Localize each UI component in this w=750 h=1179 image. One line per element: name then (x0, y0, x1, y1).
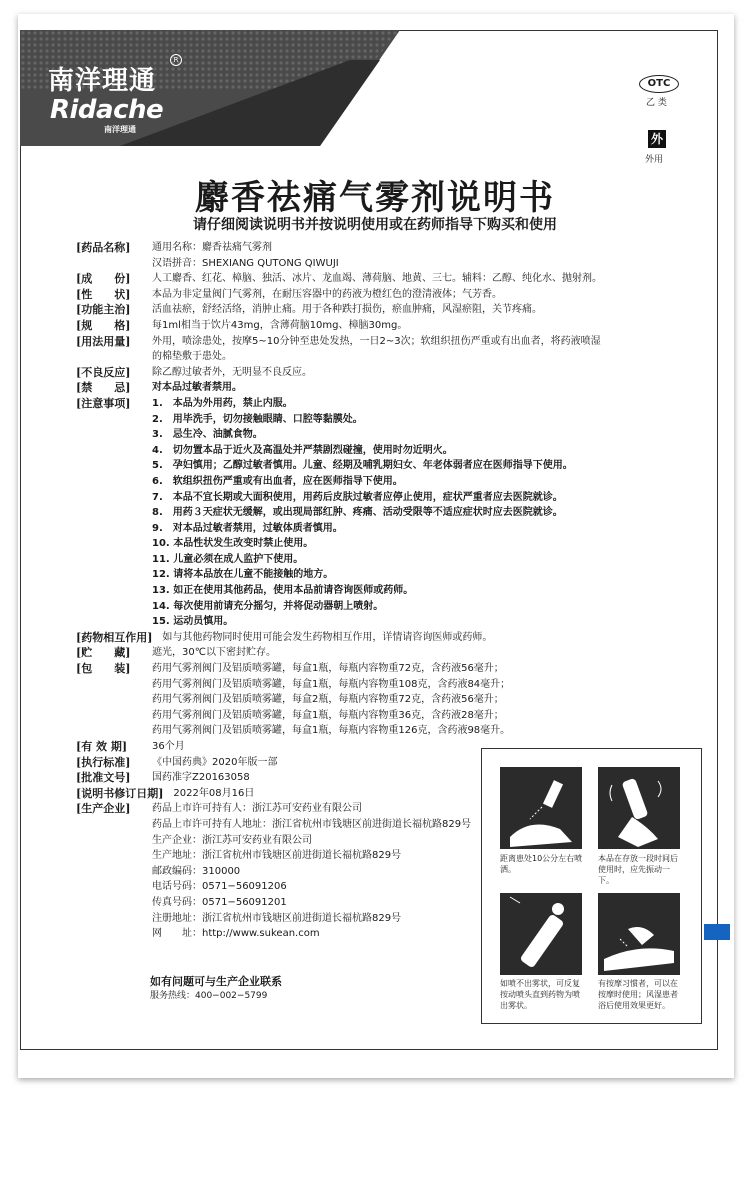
usage-pictogram-panel (481, 748, 702, 1024)
section-line (76, 677, 676, 693)
section-label: [说明书修订日期] (76, 786, 164, 800)
section-line (76, 708, 676, 724)
section-label (76, 677, 152, 693)
section-text: 生产地址：浙江省杭州市钱塘区前进街道长福杭路829号 (152, 850, 402, 862)
section-line (76, 723, 676, 739)
section-label (76, 474, 152, 490)
massage-pictogram (598, 893, 680, 975)
section-label (76, 926, 152, 942)
external-use-badge: 外 (648, 130, 666, 148)
section-text: 《中国药典》2020年版一部 (152, 756, 278, 768)
section-label (76, 879, 152, 895)
section-text: 7. 本品不宜长期或大面积使用，用药后皮肤过敏者应停止使用，症状严重者应去医院就诊。 (152, 491, 563, 503)
section-label (76, 567, 152, 583)
section-text: 11. 儿童必须在成人监护下使用。 (152, 553, 304, 565)
section-label (76, 911, 152, 927)
section-text: 6. 软组织扭伤严重或有出血者，应在医师指导下使用。 (152, 475, 403, 487)
section-line (76, 334, 676, 350)
section-label (76, 614, 152, 630)
section-text: 人工麝香、红花、樟脑、独活、冰片、龙血竭、薄荷脑、地黄、三七。辅料：乙醇、纯化水、抛射剂。 (152, 273, 602, 285)
section-line (76, 396, 676, 412)
section-line (76, 661, 676, 677)
section-text: 药用气雾剂阀门及铝质喷雾罐，每盒2瓶，每瓶内容物重72克，含药液56毫升； (152, 694, 504, 706)
section-label: [药物相互作用] (76, 630, 153, 644)
contact-title: 如有问题可与生产企业联系 (150, 975, 282, 988)
section-label: [贮 藏] (76, 646, 131, 660)
section-line (76, 630, 676, 646)
section-text: 对本品过敏者禁用。 (152, 382, 242, 394)
section-text: 药用气雾剂阀门及铝质喷雾罐，每盒1瓶，每瓶内容物重126克，含药液98毫升。 (152, 725, 511, 737)
section-text: 除乙醇过敏者外，无明显不良反应。 (152, 366, 312, 378)
section-label (76, 458, 152, 474)
section-text: 药品上市许可持有人地址：浙江省杭州市钱塘区前进街道长福杭路829号 (152, 818, 472, 830)
section-label (76, 848, 152, 864)
pictogram-caption: 有按摩习惯者，可以在按摩时使用；风湿患者浴后使用效果更好。 (598, 979, 678, 1010)
section-line (76, 614, 676, 630)
section-text: 10. 本品性状发生改变时禁止使用。 (152, 538, 314, 550)
section-text: 传真号码：0571−56091201 (152, 896, 287, 908)
pictogram-caption: 距离患处10公分左右喷洒。 (500, 854, 583, 874)
section-line (76, 645, 676, 661)
section-line (76, 692, 676, 708)
section-label: [用法用量] (76, 334, 131, 348)
section-text: 遮光，30℃以下密封贮存。 (152, 647, 276, 659)
section-line (76, 567, 676, 583)
section-text: 生产企业：浙江苏可安药业有限公司 (152, 834, 312, 846)
section-label: [不良反应] (76, 365, 131, 379)
section-label (76, 490, 152, 506)
section-text: 电话号码：0571−56091206 (152, 881, 287, 893)
section-text: 如与其他药物同时使用可能会发生药物相互作用，详情请咨询医师或药师。 (152, 631, 493, 643)
section-line (76, 505, 676, 521)
section-line (76, 427, 676, 443)
service-hotline: 服务热线：400−002−5799 (150, 991, 268, 1001)
external-use-label: 外用 (645, 155, 664, 165)
section-text: 9. 对本品过敏者禁用，过敏体质者慎用。 (152, 522, 343, 534)
section-line (76, 412, 676, 428)
section-label (76, 895, 152, 911)
section-label: [规 格] (76, 318, 131, 332)
section-label: [成 份] (76, 272, 131, 286)
section-text: 3. 忌生冷、油腻食物。 (152, 429, 263, 441)
section-text: 1. 本品为外用药，禁止内服。 (152, 397, 293, 409)
section-text: 的棉垫敷于患处。 (152, 351, 232, 363)
pictogram-caption: 如喷不出雾状，可反复按动喷头直到药物为喷出雾状。 (500, 979, 580, 1010)
section-label (76, 817, 152, 833)
section-text: 药品上市许可持有人：浙江苏可安药业有限公司 (152, 803, 362, 815)
section-text: 注册地址：浙江省杭州市钱塘区前进街道长福杭路829号 (152, 912, 402, 924)
section-line (76, 271, 676, 287)
section-line (76, 318, 676, 334)
section-text: 网 址：http://www.sukean.com (152, 928, 320, 940)
section-text: 活血祛瘀，舒经活络，消肿止痛。用于各种跌打损伤，瘀血肿痛，风湿瘀阻，关节疼痛。 (152, 304, 542, 316)
section-line (76, 240, 676, 256)
section-label: [注意事项] (76, 396, 131, 410)
section-text: 药用气雾剂阀门及铝质喷雾罐，每盒1瓶，每瓶内容物重108克，含药液84毫升； (152, 678, 511, 690)
shake-can-pictogram (598, 767, 680, 849)
section-text: 汉语拼音：SHEXIANG QUTONG QIWUJI (152, 257, 339, 269)
section-text: 8. 用药３天症状无缓解，或出现局部红肿、疼痛、活动受限等不适应症状时应去医院就诊。 (152, 507, 563, 519)
section-label (76, 599, 152, 615)
section-text: 2. 用毕洗手，切勿接触眼睛、口腔等黏膜处。 (152, 413, 363, 425)
section-line (76, 349, 676, 365)
section-label: [包 装] (76, 662, 131, 676)
section-label (76, 708, 152, 724)
section-line (76, 552, 676, 568)
brand-name-cn: 南洋理通 (48, 66, 157, 96)
section-label: [执行标准] (76, 755, 131, 769)
section-text: 5. 孕妇慎用；乙醇过敏者慎用。儿童、经期及哺乳期妇女、年老体弱者应在医师指导下使用。 (152, 460, 573, 472)
section-label (76, 833, 152, 849)
section-label: [有 效 期] (76, 740, 128, 753)
section-label (76, 412, 152, 428)
pictogram-caption: 本品在存放一段时间后使用时，应先振动一下。 (598, 854, 678, 885)
section-line (76, 380, 676, 396)
section-text: 13. 如正在使用其他药品，使用本品前请咨询医师或药师。 (152, 585, 414, 597)
section-line (76, 583, 676, 599)
section-label (76, 864, 152, 880)
section-label (76, 552, 152, 568)
section-text: 本品为非定量阀门气雾剂，在耐压容器中的药液为橙红色的澄清液体；气芳香。 (152, 288, 502, 300)
section-text: 12. 请将本品放在儿童不能接触的地方。 (152, 569, 334, 581)
section-line (76, 458, 676, 474)
section-text: 国药准字Z20163058 (152, 772, 250, 784)
section-text: 15. 运动员慎用。 (152, 616, 234, 628)
section-label (76, 427, 152, 443)
section-text: 2022年08月16日 (163, 787, 255, 799)
section-line (76, 536, 676, 552)
spray-distance-pictogram (500, 767, 582, 849)
section-label (76, 505, 152, 521)
section-label: [生产企业] (76, 802, 131, 816)
section-line (76, 490, 676, 506)
section-text: 药用气雾剂阀门及铝质喷雾罐，每盒1瓶，每瓶内容物重36克，含药液28毫升； (152, 709, 504, 721)
otc-class: 乙 类 (646, 98, 667, 108)
section-label (76, 723, 152, 739)
section-label (76, 443, 152, 459)
section-label: [药品名称] (76, 241, 131, 254)
section-line (76, 287, 676, 303)
registered-mark: R (170, 54, 182, 66)
section-label: [禁 忌] (76, 381, 131, 395)
otc-badge: OTC (639, 75, 679, 93)
section-line (76, 474, 676, 490)
section-line (76, 443, 676, 459)
section-label: [批准文号] (76, 771, 131, 785)
brand-name-en: Ridache (50, 95, 164, 125)
section-label (76, 521, 152, 537)
section-text: 邮政编码：310000 (152, 865, 241, 877)
section-text: 药用气雾剂阀门及铝质喷雾罐，每盒1瓶，每瓶内容物重72克，含药液56毫升； (152, 663, 504, 675)
brand-subtext: 南洋理通 (104, 125, 136, 134)
document-title: 麝香祛痛气雾剂说明书 (195, 178, 555, 218)
section-text: 14. 每次使用前请充分摇匀，并将促动器朝上喷射。 (152, 600, 384, 612)
section-line (76, 365, 676, 381)
section-label (76, 536, 152, 552)
section-label (76, 692, 152, 708)
section-line (76, 302, 676, 318)
section-line (76, 521, 676, 537)
section-label (76, 349, 152, 365)
section-text: 通用名称：麝香祛痛气雾剂 (152, 242, 272, 253)
section-label: [功能主治] (76, 303, 131, 317)
section-text: 4. 切勿置本品于近火及高温处并严禁剧烈碰撞，使用时勿近明火。 (152, 444, 453, 456)
section-line (76, 256, 676, 272)
page-marker (704, 924, 730, 940)
section-label: [性 状] (76, 287, 131, 301)
section-label (76, 583, 152, 599)
document-subtitle: 请仔细阅读说明书并按说明使用或在药师指导下购买和使用 (193, 217, 557, 233)
section-text: 每1ml相当于饮片43mg，含薄荷脑10mg、樟脑30mg。 (152, 319, 408, 331)
section-label (76, 256, 152, 272)
section-text: 36个月 (152, 741, 185, 752)
section-line (76, 599, 676, 615)
press-nozzle-pictogram (500, 893, 582, 975)
section-text: 外用，喷涂患处，按摩5~10分钟至患处发热，一日2~3次；软组织扭伤严重或有出血者，将药液喷湿 (152, 335, 601, 347)
